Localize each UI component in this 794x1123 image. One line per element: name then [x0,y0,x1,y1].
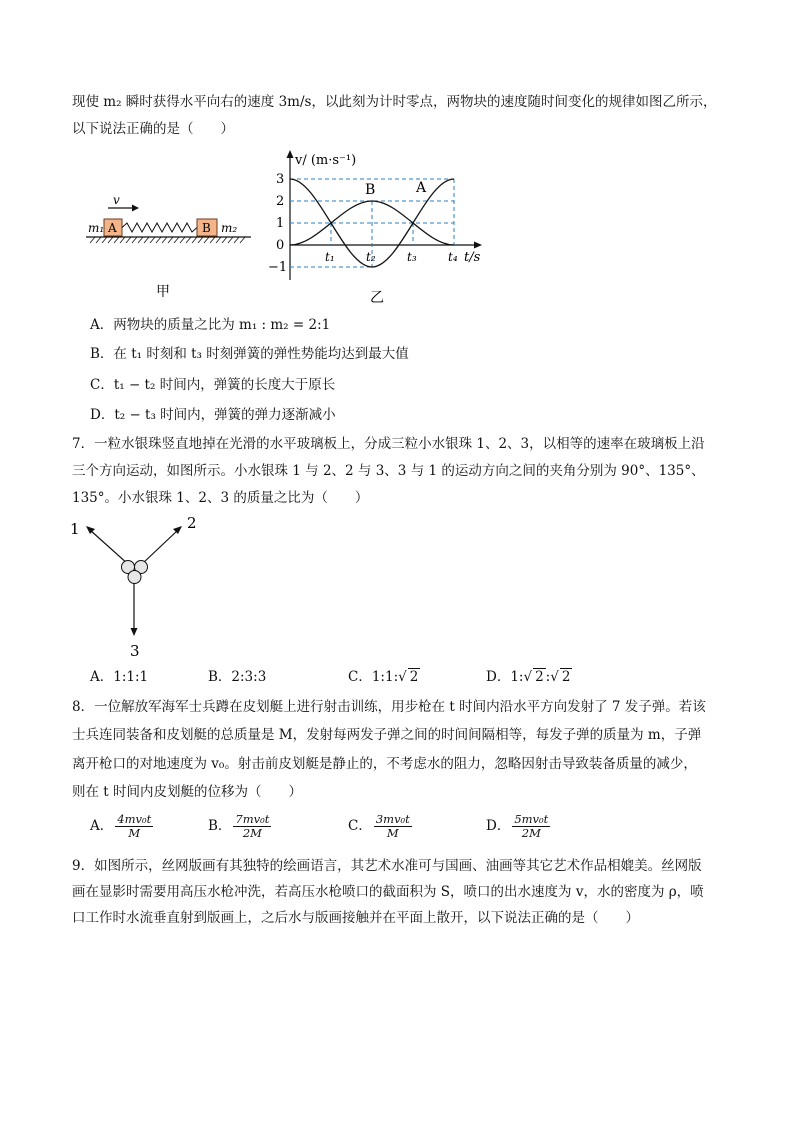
q8-choice-d-numerator: 5mv₀t [514,812,549,826]
q7-choice-d-colon: : [545,669,551,685]
figure-jia [86,190,256,300]
q6-stem-line-1: 现使 m₂ 瞬时获得水平向右的速度 3m/s，以此刻为计时零点，两物块的速度随时间变化的规律如图乙所示， [72,94,717,110]
q7-choice-a [90,667,148,687]
q9-stem-line-1: 9．如图所示，丝网版画有其独特的绘画语言，其艺术水准可与国画、油画等其它艺术作品相媲美。丝网版 [72,858,702,874]
q8-choice-a-prefix: A． [90,818,114,834]
q7-choice-b-prefix: B． [208,669,232,685]
figure-q7 [66,512,206,662]
m2-label: m₂ [221,221,238,235]
q7-choice-d-value: 1: [510,669,524,685]
q8-stem-line-2: 士兵连同装备和皮划艇的总质量是 M，发射每两发子弹之间的时间间隔相等，每发子弹的质量为 m，子弹 [72,727,702,743]
q6-option-b: B．在 t₁ 时刻和 t₃ 时刻弹簧的弹性势能均达到最大值 [90,346,409,362]
q9-stem-line-3: 口工作时水流垂直射到版画上，之后水与版画接触并在平面上散开，以下说法正确的是（ ） [72,910,639,926]
label-3: 3 [130,642,140,660]
q8-choice-d-fraction [512,813,550,840]
arrow-2 [142,530,178,564]
q6-option-d: D．t₂ − t₃ 时间内，弹簧的弹力逐渐减小 [90,407,336,423]
x-axis-arrowhead [474,242,482,249]
curve-a-label: A [416,180,427,196]
q7-choice-a-prefix: A． [90,669,114,685]
q8-choice-b [208,813,271,840]
figure-yi-caption: 乙 [370,290,384,306]
q7-stem-line-2: 三个方向运动，如图所示。小水银珠 1 与 2、2 与 3、3 与 1 的运动方向之间的夹角分别为 90°、135°、 [72,463,705,479]
q8-choice-a [90,813,153,840]
ground-hatch [90,237,245,243]
x-tick-t3: t₃ [407,250,417,264]
q6-stem-line-2: 以下说法正确的是（ ） [72,121,234,137]
q7-stem-line-1: 7．一粒水银珠竖直地掉在光滑的水平玻璃板上，分成三粒小水银珠 1、2、3，以相等的速率在玻璃板上沿 [72,436,705,452]
q8-choice-d-prefix: D． [486,818,511,834]
q8-choice-d-denominator: 2M [521,826,541,840]
x-tick-t4: t₄ [448,250,458,264]
q8-stem-line-3: 离开枪口的对地速度为 v₀。射击前皮划艇是静止的，不考虑水的阻力，忽略因射击导致装备质量的减少， [72,756,697,772]
q8-choice-c-numerator: 3mv₀t [375,812,410,826]
q8-stem-line-4: 则在 t 时间内皮划艇的位移为（ ） [72,784,303,800]
label-2: 2 [187,514,197,532]
y-tick-neg1: −1 [268,260,288,275]
q8-choice-a-numerator: 4mv₀t [117,812,152,826]
q7-choice-a-value: 1:1:1 [113,669,149,685]
q7-choice-c-root: 2 [409,669,419,685]
q7-choice-d [486,667,572,687]
q8-choice-c-denominator: M [386,826,399,840]
q7-choice-c [348,667,420,687]
q7-choice-b-value: 2:3:3 [231,669,267,685]
q8-choice-b-prefix: B． [208,818,232,834]
curve-b-label: B [365,182,376,198]
q8-choice-a-fraction [115,813,153,840]
q8-choice-c-prefix: C． [348,818,372,834]
y-tick-0: 0 [276,238,285,253]
y-tick-1: 1 [276,216,285,231]
q8-choice-b-fraction [233,813,271,840]
y-axis-label: v/ (m·s⁻¹) [295,153,357,168]
q7-choice-d-root-2: 2 [561,669,571,685]
x-tick-t1: t₁ [325,250,335,264]
sqrt-symbol: √ [398,669,407,685]
velocity-arrowhead [132,205,139,212]
q6-option-c: C．t₁ − t₂ 时间内，弹簧的长度大于原长 [90,377,336,393]
y-tick-2: 2 [276,194,285,209]
q6-option-a: A．两物块的质量之比为 m₁ : m₂ = 2:1 [90,317,331,333]
y-tick-3: 3 [276,172,285,187]
sqrt-symbol: √ [550,669,559,685]
q8-choice-c [348,813,412,840]
x-tick-t2: t₂ [366,250,376,264]
q8-choice-a-denominator: M [128,826,141,840]
spring [122,223,197,232]
x-axis-label: t/s [464,250,481,265]
m1-label: m₁ [88,221,105,235]
sqrt-symbol: √ [523,669,533,685]
mercury-bead-3 [128,571,141,584]
q7-choice-b [208,667,266,687]
q8-stem-line-1: 8．一位解放军海军士兵蹲在皮划艇上进行射击训练，用步枪在 t 时间内沿水平方向发射了 7 发子弹。若该 [72,699,706,715]
velocity-label: v [113,193,120,207]
q9-stem-line-2: 画在显影时需要用高压水枪冲洗，若高压水枪喷口的截面积为 S，喷口的出水速度为 v，水的密度为 ρ，喷 [72,884,704,900]
q8-choice-b-numerator: 7mv₀t [235,812,270,826]
q7-choice-d-root-1: 2 [535,669,544,685]
q8-choice-d [486,813,550,840]
block-a-label: A [108,221,117,235]
figure-jia-caption: 甲 [156,284,170,300]
q7-choice-c-prefix: C． [348,669,372,685]
arrow-1 [90,530,128,564]
block-b-label: B [202,221,211,235]
q8-choice-b-denominator: 2M [242,826,262,840]
y-axis-arrowhead [287,150,294,158]
arrowhead-3 [131,628,138,636]
q8-choice-c-fraction [374,813,412,840]
q7-choice-c-value: 1:1: [371,669,399,685]
q7-stem-line-3: 135°。小水银珠 1、2、3 的质量之比为（ ） [72,490,369,506]
q7-choice-d-prefix: D． [486,669,511,685]
label-1: 1 [70,520,80,538]
figure-yi [268,148,498,308]
